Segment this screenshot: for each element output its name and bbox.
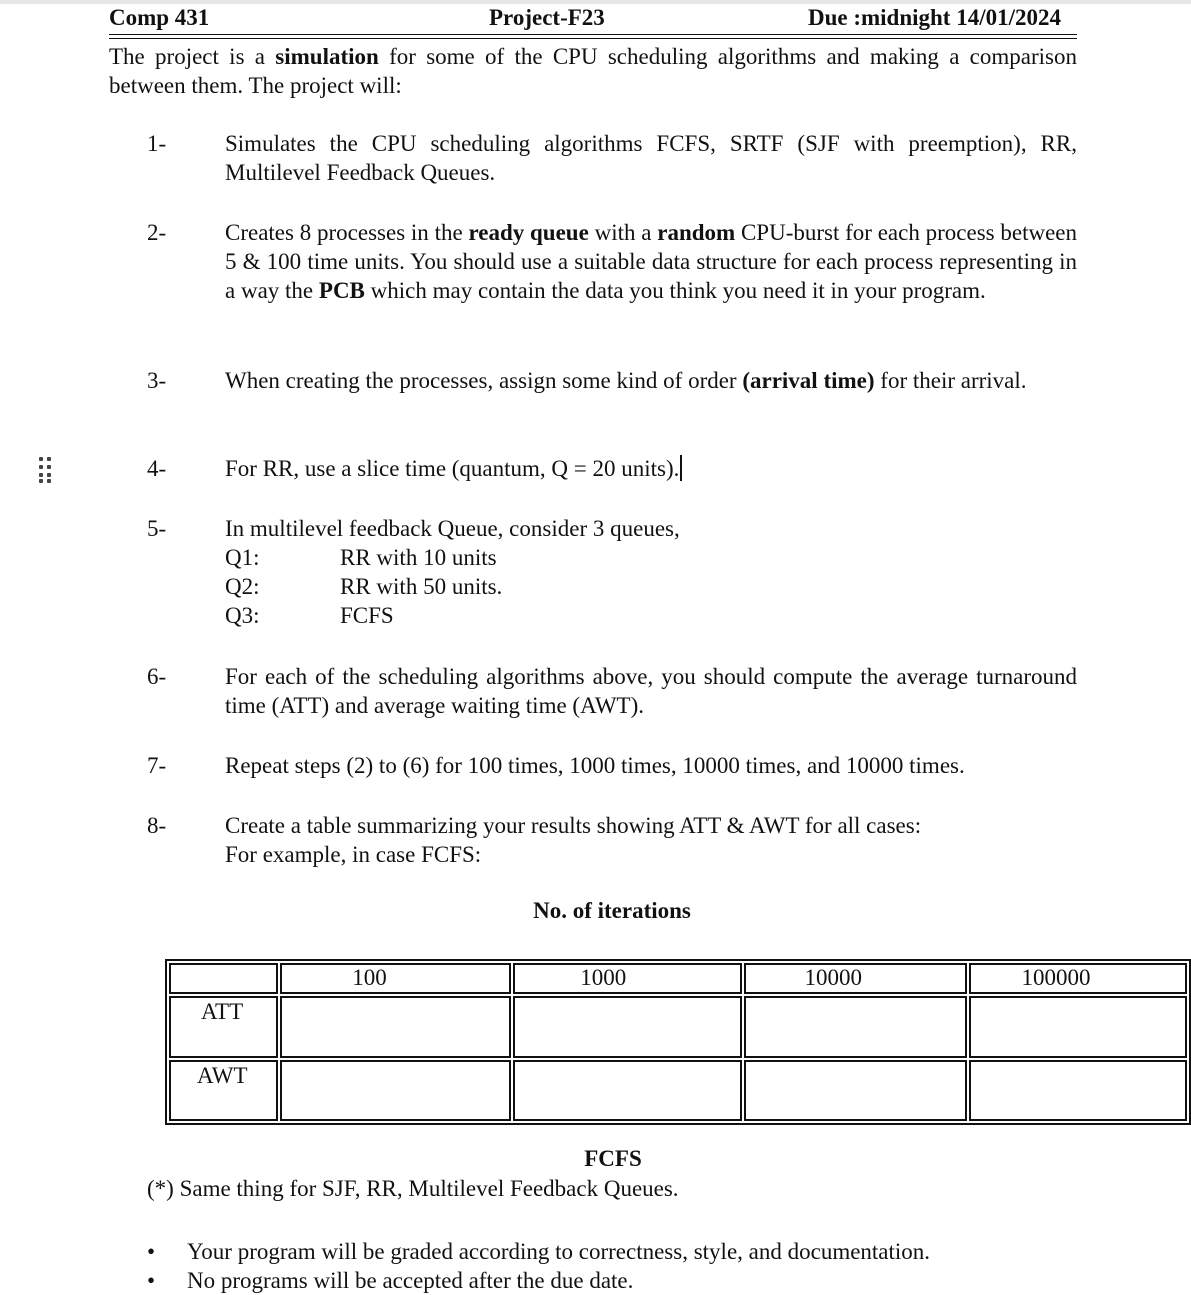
item-text: Simulates the CPU scheduling algorithms FCFS, SRTF (SJF with preemption), RR, Multilevel Feedback Queues. [225, 131, 1077, 185]
item-text: Create a table summarizing your results showing ATT & AWT for all cases: For example, in case FCFS: [225, 813, 922, 867]
table-cell [969, 1060, 1187, 1121]
item-number: 8- [147, 813, 167, 838]
table-cell [280, 1060, 511, 1121]
table-cell [969, 996, 1187, 1058]
item-text: In multilevel feedback Queue, consider 3 queues, Q1: RR with 10 units Q2: RR with 50 units. Q3: FCFS [225, 514, 1077, 630]
project-title: Project-F23 [489, 5, 605, 30]
item-number: 2- [147, 220, 167, 245]
bullet-list [147, 1237, 930, 1295]
queue-row: Q3: FCFS [225, 603, 394, 628]
drag-handle-icon[interactable] [37, 455, 57, 483]
table-row [169, 1060, 1187, 1121]
table-title: No. of iterations [533, 898, 691, 923]
item-number: 7- [147, 753, 167, 778]
table-cell [513, 996, 742, 1058]
table-cell [280, 996, 511, 1058]
column-header: 100 [280, 963, 511, 994]
table-caption: FCFS [584, 1146, 642, 1171]
table-header-row [169, 963, 1187, 994]
table-corner-cell [169, 963, 278, 994]
header-rule-top [109, 34, 1077, 35]
note-text: (*) Same thing for SJF, RR, Multilevel Feedback Queues. [147, 1176, 679, 1201]
text-cursor [680, 455, 682, 481]
queue-row: Q2: RR with 50 units. [225, 574, 503, 599]
table-row [169, 996, 1187, 1058]
header-rule-bottom [109, 38, 1077, 39]
document-header [109, 3, 1077, 33]
table-cell [513, 1060, 742, 1121]
item-text: Creates 8 processes in the ready queue with a random CPU-burst for each process between 5 & 100 time units. You should use a suitable data structure for each process representing in a way the PCB which may contain the data you think you need it in your program. [225, 220, 1077, 303]
item-text: When creating the processes, assign some kind of order (arrival time) for their arrival. [225, 368, 1027, 393]
due-date: Due :midnight 14/01/2024 [807, 5, 1061, 30]
list-item: • No programs will be accepted after the due date. [147, 1266, 930, 1295]
item-number: 6- [147, 664, 167, 689]
item-number: 4- [147, 456, 167, 481]
table-cell [744, 996, 967, 1058]
item-number: 1- [147, 131, 167, 156]
item-number: 3- [147, 368, 167, 393]
item-text: For each of the scheduling algorithms above, you should compute the average turnaround time (ATT) and average waiting time (AWT). [225, 664, 1077, 718]
list-item: • Your program will be graded according to correctness, style, and documentation. [147, 1237, 930, 1266]
item-text: Repeat steps (2) to (6) for 100 times, 1000 times, 10000 times, and 10000 times. [225, 753, 965, 778]
queue-row: Q1: RR with 10 units [225, 545, 497, 570]
course-code: Comp 431 [109, 5, 210, 30]
row-header: ATT [169, 996, 278, 1058]
row-header: AWT [169, 1060, 278, 1121]
item-text: For RR, use a slice time (quantum, Q = 20 units). [225, 454, 1077, 483]
column-header: 10000 [744, 963, 967, 994]
intro-paragraph: The project is a simulation for some of the CPU scheduling algorithms and making a comparison between them. The project will: [109, 44, 1077, 98]
column-header: 100000 [969, 963, 1187, 994]
column-header: 1000 [513, 963, 742, 994]
results-table [165, 959, 1191, 1125]
item-number: 5- [147, 516, 167, 541]
table-cell [744, 1060, 967, 1121]
